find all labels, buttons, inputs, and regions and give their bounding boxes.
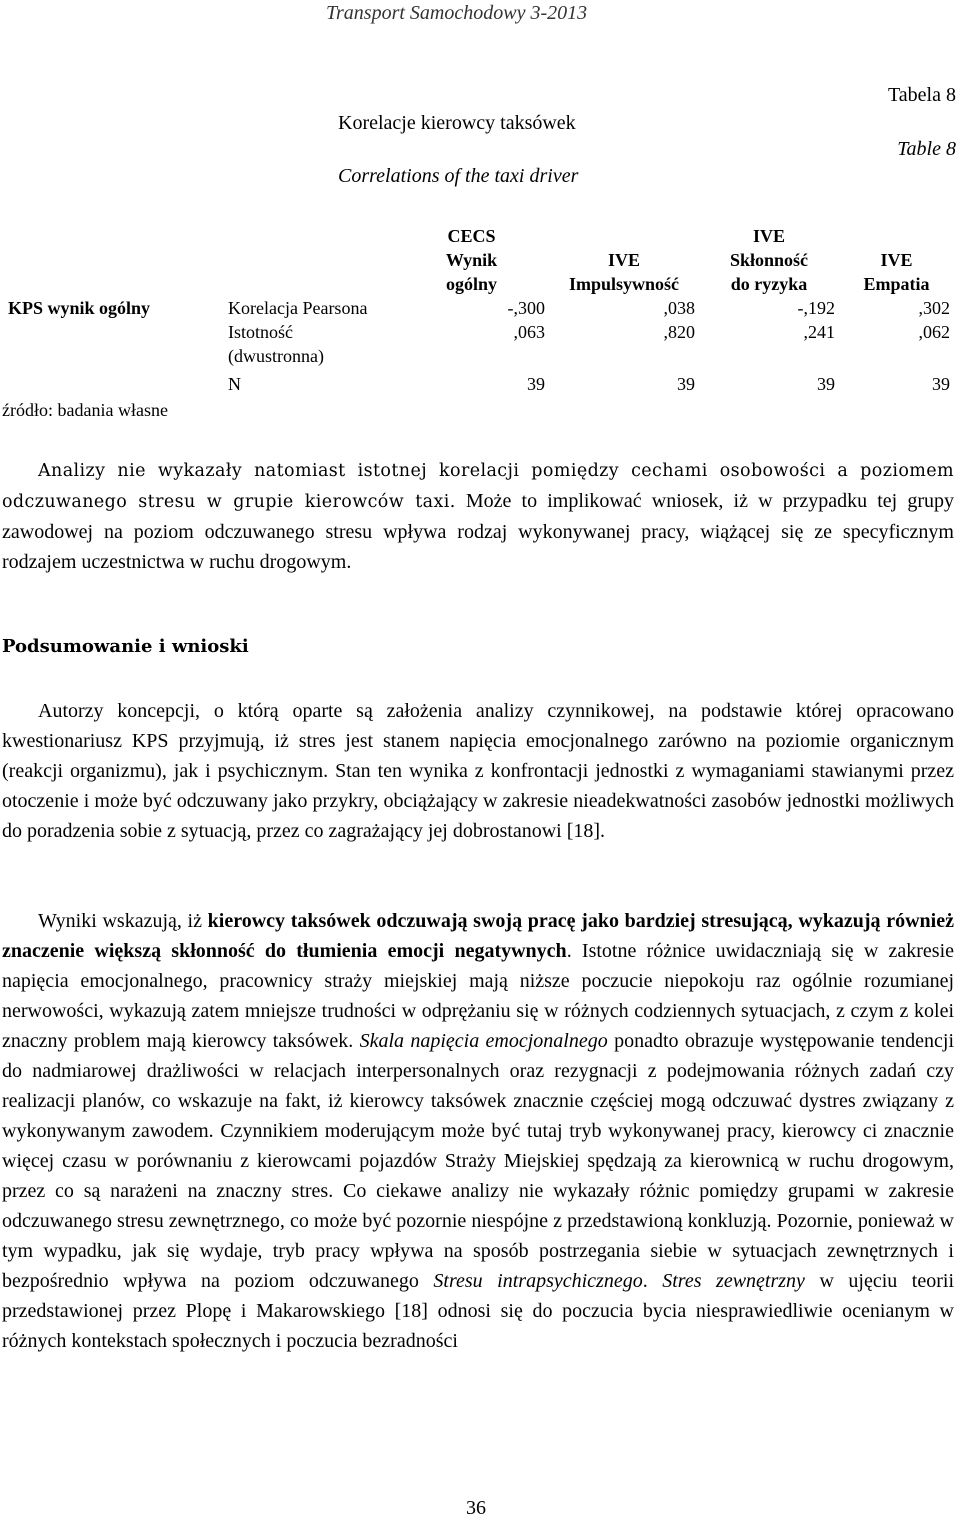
paragraph-concept: Autorzy koncepcji, o którą oparte są założenia analizy czynnikowej, na podstawie której opracowano kwestionariusz KPS przyjmują, iż stres jest stanem napięcia emocjonalnego zarówno na poziomie organicznym (reakcji organizmu), jak i psychicznym. Stan ten wynika z konfrontacji jednostki z wymaganiami stawianymi przez otoczenie i może być odczuwany jako przykry, obciążający w zakresie nieadekwatności zasobów jednostki możliwych do poradzenia sobie z sytuacją, przez co zagrażający jej dobrostanowi [18]. <box>2 700 954 842</box>
correlation-table <box>4 224 954 396</box>
col-header-cecs: CECS Wynik ogólny <box>445 226 498 294</box>
table-row <box>4 296 954 320</box>
table-cell: -,300 <box>507 298 545 318</box>
table-source: źródło: badania własne <box>2 400 168 420</box>
paragraph-analysis: Analizy nie wykazały natomiast istotnej korelacji pomiędzy cechami osobowości a poziomem odczuwanego stresu w grupie kierowców taxi. Może to implikować wniosek, iż w przypadku tej grupy zawodowej na poziom odczuwanego stresu wpływa rodzaj wykonywanej pracy, wiążącej się ze specyficznym rodzajem uczestnictwa w ruchu drogowym. <box>2 461 955 573</box>
row-label: KPS wynik ogólny <box>8 298 151 318</box>
table-header-row <box>4 224 954 296</box>
table-cell: 39 <box>527 374 545 394</box>
table-cell: ,062 <box>918 322 950 342</box>
table-label: Tabela 8 <box>887 84 956 106</box>
col-header-impulsywnosc: IVE Impulsywność <box>568 250 680 294</box>
table-cell: ,820 <box>663 322 695 342</box>
stat-label: N <box>228 374 241 394</box>
col-header-empatia: IVE Empatia <box>863 250 930 294</box>
table-label-en: Table 8 <box>897 138 956 160</box>
table-title: Korelacje kierowcy taksówek <box>338 112 576 134</box>
table-cell: ,063 <box>513 322 545 342</box>
stat-label: Istotność <box>228 322 293 342</box>
table-row <box>4 344 954 368</box>
section-heading: Podsumowanie i wnioski <box>2 636 249 657</box>
table-cell: -,192 <box>797 298 835 318</box>
page-number: 36 <box>466 1497 486 1519</box>
table-cell: ,302 <box>918 298 950 318</box>
table-title-en: Correlations of the taxi driver <box>338 165 579 187</box>
table-cell: 39 <box>932 374 950 394</box>
table-cell: ,038 <box>663 298 695 318</box>
table-cell: 39 <box>677 374 695 394</box>
table-cell: 39 <box>817 374 835 394</box>
paragraph-results: Wyniki wskazują, iż kierowcy taksówek odczuwają swoją pracę jako bardziej stresującą, wykazują również znaczenie większą skłonność do tłumienia emocji negatywnych. Istotne różnice uwidaczniają się w zakresie napięcia emocjonalnego, pracownicy straży miejskiej mają niższe poczucie niepokoju raz ogólnie rozumianej nerwowości, wykazują zatem mniejsze trudności w odprężaniu się w różnych codziennych sytuacjach, z czym z kolei znaczny problem mają kierowcy taksówek. Skala napięcia emocjonalnego ponadto obrazuje występowanie tendencji do nadmiarowej drażliwości w relacjach interpersonalnych oraz rezygnacji z podejmowania różnych zadań czy realizacji planów, co wskazuje na fakt, iż kierowcy taksówek znacznie częściej mogą odczuwać dystres związany z wykonywanym zawodem. Czynnikiem moderującym może być tutaj tryb wykonywanej pracy, kierowcy ci znacznie więcej czasu w porównaniu z kierowcami pojazdów Straży Miejskiej spędzają za kierownicą w ruchu drogowym, przez co są narażeni na znaczny stres. Co ciekawe analizy nie wykazały różnic pomiędzy grupami w zakresie odczuwanego stresu zewnętrznego, co może być pozornie niespójne z przedstawioną konkluzją. Pozornie, ponieważ w tym wypadku, jak się wydaje, tryb pracy wpływa na sposób postrzegania siebie w sytuacjach zewnętrznych i bezpośrednio wpływa na poziom odczuwanego Stresu intrapsychicznego. Stres zewnętrzny w ujęciu teorii przedstawionej przez Plopę i Makarowskiego [18] odnosi się do poczucia bycia niesprawiedliwie ocenianym w różnych kontekstach społecznych i poczucia bezradności <box>2 910 955 1352</box>
table-row <box>4 368 954 396</box>
stat-label: Korelacja Pearsona <box>228 298 368 318</box>
col-header-sklonnosc: IVE Skłonność do ryzyka <box>729 226 809 294</box>
table-cell: ,241 <box>803 322 835 342</box>
running-head: Transport Samochodowy 3-2013 <box>326 2 588 24</box>
table-row <box>4 320 954 344</box>
stat-label: (dwustronna) <box>228 346 324 366</box>
